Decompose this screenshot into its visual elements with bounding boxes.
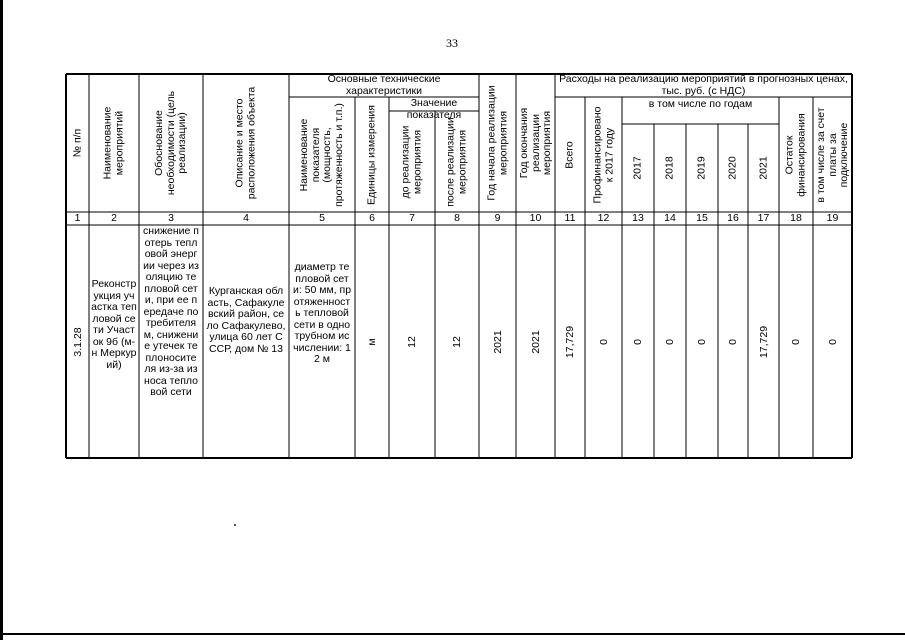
row-before-cell: 12 [406,336,418,348]
column-number: 9 [494,212,501,224]
row-justification-cell: снижение потерь тепловой энергии через изоляцию тепловой сети, при ее передаче потребителям, снижение утечек теплоносителя из-за износа тепловой сети [143,225,199,398]
row-after-cell: 12 [451,336,463,348]
header-col3: Обоснование необходимости (цель реализации) [152,90,188,196]
row-name-cell: Реконструкция участка тепловой сети Участок 9б (м-н Меркурий) [91,278,137,371]
header-col8: после реализации мероприятия [444,116,468,207]
column-number: 12 [597,212,610,224]
column-number: 5 [319,212,325,224]
header-value-group: Значение показателя [406,97,462,121]
column-number: 8 [454,212,460,224]
header-col2: Наименование мероприятий [101,106,125,180]
header-col12: Профинансировано к 2017 году [591,106,615,203]
header-col19: в том числе за счет платы за подключение [814,106,850,203]
row-2017-cell: 0 [632,339,644,345]
row-indicator-cell: диаметр тепловой сети: 50 мм, протяженность тепловой сети в однотрубном исчислении: 12 м [292,261,352,365]
column-number: 18 [790,212,802,224]
header-col4: Описание и место расположения объекта [233,86,257,200]
column-number: 10 [529,212,542,224]
header-year-2019: 2019 [695,156,708,180]
column-number: 4 [243,212,249,224]
page-number: 33 [446,36,458,50]
header-year-2017: 2017 [631,156,644,180]
column-number: 19 [826,212,839,224]
row-total-cell: 17,729 [564,325,576,359]
column-number: 15 [696,212,708,224]
header-year-2018: 2018 [663,156,676,180]
column-number: 11 [564,212,576,224]
row-financed-cell: 0 [597,339,610,345]
column-number: 3 [168,212,174,224]
column-number: 13 [632,212,644,224]
row-connection-fee-cell: 0 [826,339,839,345]
row-unit-cell: м [366,338,378,346]
header-col6: Единицы измерения [365,104,378,205]
row-2018-cell: 0 [664,339,676,345]
header-years-group: в том числе по годам [648,98,753,110]
header-col11: Всего [563,140,576,169]
header-col5: Наименование показателя (мощность, протяженность и т.п.) [298,102,345,207]
row-2019-cell: 0 [696,339,708,345]
row-number-cell: 3.1.28 [71,327,84,357]
row-year-start-cell: 2021 [491,330,504,354]
row-location-cell: Курганская область, Сафакулевский район, село Сафакулево, улица 60 лет СССР, дом № 13 [206,285,286,355]
column-number: 16 [727,212,739,224]
header-tech-group: Основные технические характеристики [327,73,441,97]
header-year-2020: 2020 [726,156,739,180]
row-2020-cell: 0 [727,339,739,345]
header-cost-group: Расходы на реализацию мероприятий в прогнозных ценах, тыс. руб. (с НДС) [559,73,848,97]
column-number: 14 [664,212,676,224]
column-number: 7 [409,212,415,224]
header-col18: Остаток финансирования [783,112,807,197]
column-number: 17 [757,212,770,224]
header-year-2021: 2021 [756,156,769,180]
row-2021-cell: 17,729 [757,325,770,359]
header-col1: № п/п [70,128,83,158]
header-col7: до реализации мероприятия [399,125,423,198]
column-number: 1 [74,212,81,224]
row-remainder-cell: 0 [790,339,802,345]
column-number: 2 [111,212,117,224]
column-number: 6 [369,212,375,224]
header-col10: Год окончания реализации мероприятия [517,107,553,179]
header-col9: Год начала реализации мероприятия [485,85,509,201]
row-year-end-cell: 2021 [529,330,542,354]
